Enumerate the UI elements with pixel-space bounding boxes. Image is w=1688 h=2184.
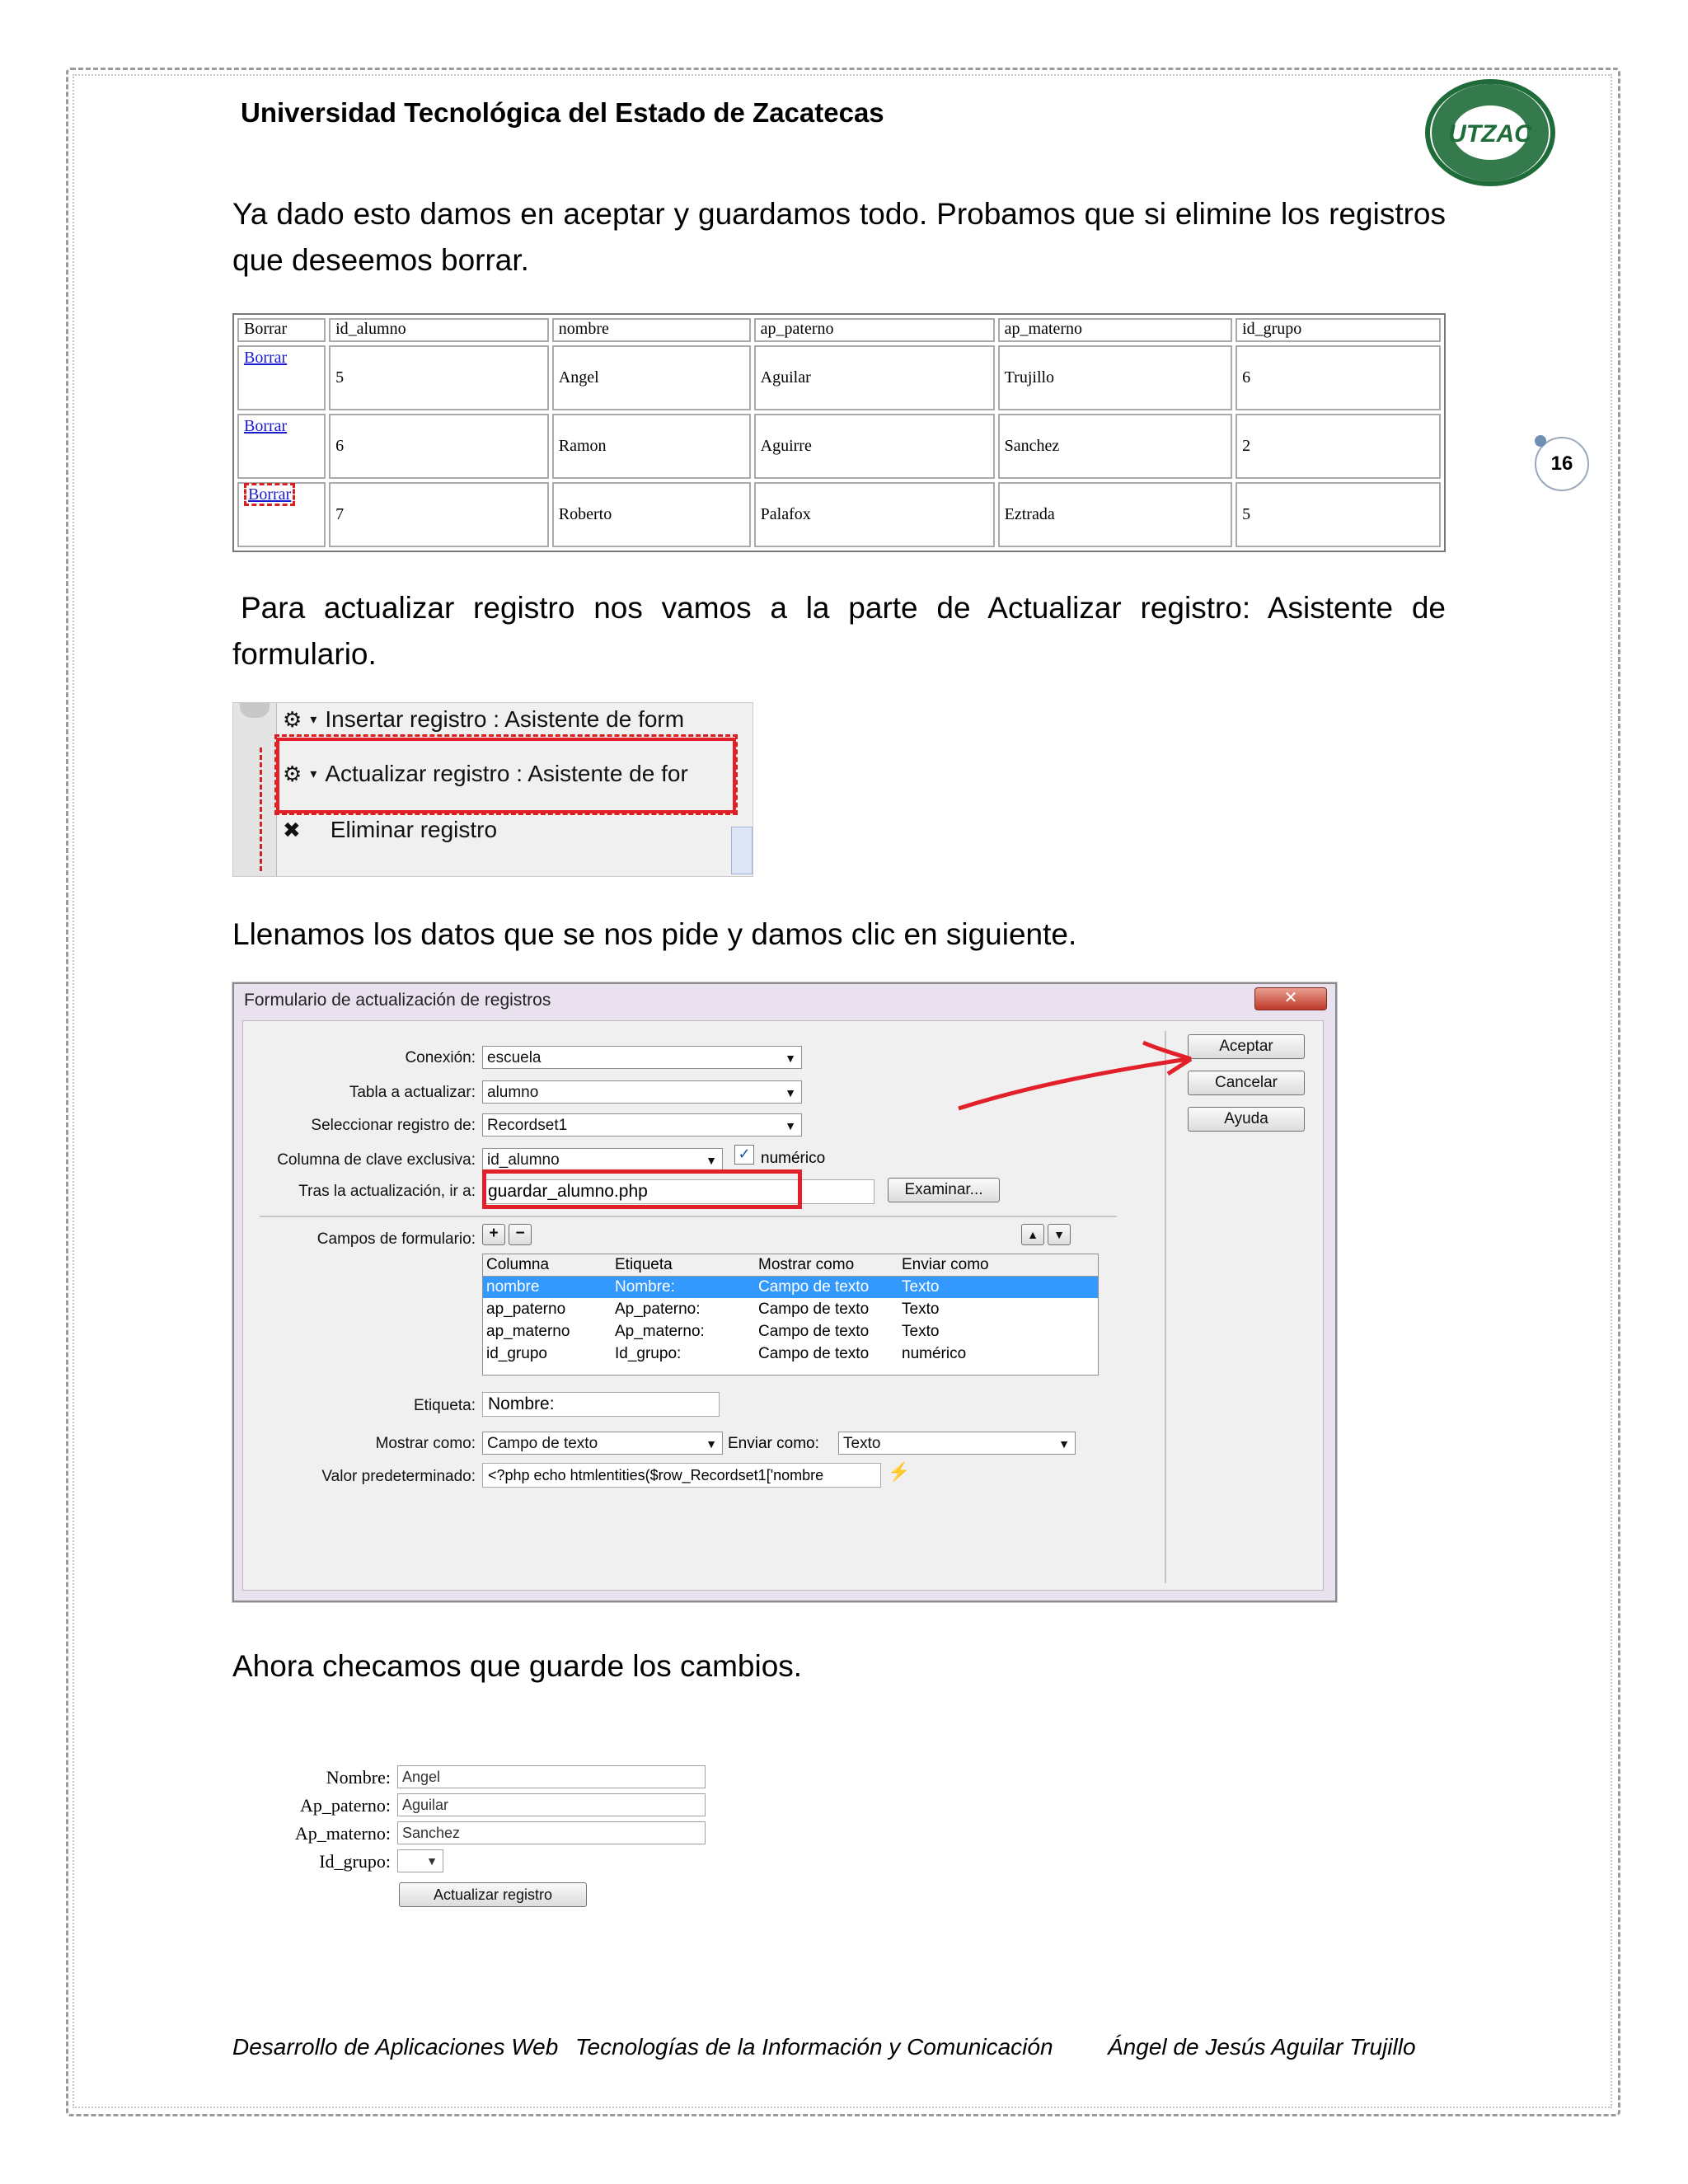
table-header-row: [237, 318, 1441, 342]
browse-button[interactable]: Examinar...: [888, 1178, 1000, 1202]
dialog-title: Formulario de actualización de registros: [244, 991, 551, 1010]
name-input[interactable]: Angel: [397, 1765, 706, 1788]
separator: [260, 1216, 1117, 1217]
delete-link[interactable]: Borrar: [237, 345, 326, 410]
table-header: ap_materno: [998, 318, 1232, 342]
table-cell: 2: [1236, 414, 1441, 479]
menu-item-label: Insertar registro : Asistente de form: [325, 706, 685, 732]
cancel-button[interactable]: Cancelar: [1188, 1071, 1305, 1095]
logo-text: UTZAC: [1448, 120, 1532, 148]
paragraph-1b: que deseemos borrar.: [232, 243, 529, 277]
red-arrow: [952, 1033, 1199, 1115]
help-button[interactable]: Ayuda: [1188, 1107, 1305, 1132]
table-row: [237, 414, 1441, 479]
guide-line: [260, 748, 262, 871]
table-cell: Palafox: [754, 482, 995, 547]
page-number: 16: [1535, 437, 1589, 491]
table-header: nombre: [552, 318, 751, 342]
grid-header: Mostrar como: [758, 1256, 855, 1273]
grid-cell: numérico: [902, 1345, 967, 1362]
table-cell: 5: [329, 345, 549, 410]
menu-item-insert[interactable]: [283, 706, 684, 733]
paragraph-3: Llenamos los datos que se nos pide y damos clic en siguiente.: [232, 917, 1077, 951]
table-cell: Eztrada: [998, 482, 1232, 547]
chevron-down-icon: ▾: [310, 713, 317, 727]
chevron-down-icon: ▼: [426, 1854, 438, 1868]
connection-select[interactable]: [482, 1046, 802, 1069]
numeric-label: numérico: [761, 1150, 826, 1167]
grid-cell: Campo de texto: [758, 1301, 870, 1318]
form-fields-grid: [482, 1254, 1099, 1376]
grid-cell: Id_grupo:: [615, 1345, 682, 1362]
table-row: [237, 345, 1441, 410]
grid-cell: nombre: [486, 1278, 540, 1296]
form-fields-label: Campos de formulario:: [316, 1230, 476, 1248]
scrollbar-thumb[interactable]: [731, 827, 753, 874]
table-header: Borrar: [237, 318, 326, 342]
table-value: alumno: [487, 1084, 539, 1101]
key-column-value: id_alumno: [487, 1151, 560, 1169]
table-cell: Trujillo: [998, 345, 1232, 410]
chevron-down-icon: ▼: [785, 1086, 796, 1099]
grid-cell: Nombre:: [615, 1278, 675, 1296]
grid-cell: Texto: [902, 1323, 940, 1340]
grid-row[interactable]: [483, 1299, 1098, 1320]
footer-right: Ángel de Jesús Aguilar Trujillo: [1108, 2034, 1416, 2060]
paragraph-2b: formulario.: [232, 637, 377, 671]
grid-header: Etiqueta: [615, 1256, 673, 1273]
form-label: Ap_materno:: [294, 1823, 391, 1844]
grid-row[interactable]: [483, 1343, 1098, 1365]
grid-row[interactable]: [483, 1321, 1098, 1343]
grid-cell: Campo de texto: [758, 1345, 870, 1362]
grid-header: Enviar como: [902, 1256, 989, 1273]
chevron-down-icon: ▼: [785, 1052, 796, 1065]
key-column-label: Columna de clave exclusiva:: [277, 1151, 476, 1169]
table-cell: 5: [1236, 482, 1441, 547]
move-down-button[interactable]: ▼: [1048, 1224, 1071, 1245]
paternal-surname-input[interactable]: Aguilar: [397, 1793, 706, 1816]
ok-button[interactable]: Aceptar: [1188, 1034, 1305, 1059]
utzac-logo: [1424, 79, 1556, 186]
recordset-value: Recordset1: [487, 1117, 568, 1134]
table-row: [237, 482, 1441, 547]
maternal-surname-input[interactable]: Sanchez: [397, 1821, 706, 1844]
submit-as-select[interactable]: [838, 1432, 1076, 1455]
records-table: [232, 313, 1446, 552]
delete-record-icon: ✖: [283, 817, 301, 842]
delete-link-selected[interactable]: Borrar: [244, 483, 295, 506]
insert-record-icon: ⚙: [283, 706, 302, 732]
grid-header-row: [483, 1254, 1098, 1277]
grid-cell: id_grupo: [486, 1345, 547, 1362]
update-records-dialog: [232, 982, 1337, 1602]
table-cell: Sanchez: [998, 414, 1232, 479]
dynamic-data-icon[interactable]: ⚡: [888, 1461, 911, 1482]
remove-field-button[interactable]: −: [509, 1224, 532, 1245]
table-cell: Roberto: [552, 482, 751, 547]
delete-link-cell: [237, 482, 326, 547]
table-label: Tabla a actualizar:: [349, 1084, 476, 1101]
page-number-dot: [1535, 435, 1546, 447]
recordset-select[interactable]: [482, 1113, 802, 1137]
display-as-label: Mostrar como:: [375, 1435, 476, 1452]
grid-cell: Texto: [902, 1301, 940, 1318]
add-field-button[interactable]: +: [482, 1224, 505, 1245]
update-form: [232, 1731, 859, 1937]
menu-gutter: [233, 703, 277, 876]
chevron-down-icon: ▼: [785, 1119, 796, 1132]
grid-cell: Texto: [902, 1278, 940, 1296]
dialog-body: [242, 1020, 1324, 1591]
red-highlight-box: [482, 1169, 802, 1209]
grid-cell: ap_paterno: [486, 1301, 566, 1318]
connection-value: escuela: [487, 1049, 542, 1066]
grid-cell: Ap_materno:: [615, 1323, 705, 1340]
table-select[interactable]: [482, 1080, 802, 1104]
header-title: Universidad Tecnológica del Estado de Zacatecas: [241, 97, 884, 128]
update-record-button[interactable]: Actualizar registro: [399, 1882, 587, 1907]
footer-left: Desarrollo de Aplicaciones Web: [232, 2034, 559, 2060]
close-button[interactable]: ✕: [1254, 987, 1327, 1010]
group-select[interactable]: [397, 1849, 443, 1872]
form-label: Nombre:: [326, 1767, 391, 1788]
table-cell: 6: [1236, 345, 1441, 410]
paragraph-1: Ya dado esto damos en aceptar y guardamos todo. Probamos que si elimine los registros: [232, 197, 1446, 231]
menu-item-delete[interactable]: [283, 817, 497, 843]
submit-as-value: Texto: [843, 1435, 881, 1452]
form-label: Ap_paterno:: [300, 1795, 391, 1816]
table-cell: 6: [329, 414, 549, 479]
default-value-input[interactable]: <?php echo htmlentities($row_Recordset1['nombre: [482, 1463, 881, 1488]
table-header: id_alumno: [329, 318, 549, 342]
display-as-select[interactable]: [482, 1432, 723, 1455]
table-cell: Aguirre: [754, 414, 995, 479]
label-label: Etiqueta:: [414, 1397, 476, 1414]
submit-as-label: Enviar como:: [728, 1435, 819, 1452]
chevron-down-icon: ▾: [310, 767, 317, 781]
update-record-icon: ⚙: [283, 761, 302, 786]
grid-header: Columna: [486, 1256, 550, 1273]
table-cell: Aguilar: [754, 345, 995, 410]
after-update-label: Tras la actualización, ir a:: [298, 1183, 476, 1200]
table-cell: Angel: [552, 345, 751, 410]
after-update-input[interactable]: guardar_alumno.php: [482, 1179, 874, 1204]
chevron-down-icon: ▼: [706, 1154, 717, 1167]
grid-cell: Campo de texto: [758, 1323, 870, 1340]
key-column-select[interactable]: [482, 1148, 723, 1171]
chevron-down-icon: ▼: [1058, 1437, 1070, 1451]
table-header: id_grupo: [1236, 318, 1441, 342]
chevron-down-icon: ▼: [706, 1437, 717, 1451]
menu-item-update[interactable]: [283, 761, 688, 787]
grid-cell: Campo de texto: [758, 1278, 870, 1296]
paragraph-2: Para actualizar registro nos vamos a la parte de Actualizar registro: Asistente de: [241, 591, 1446, 625]
form-label: Id_grupo:: [319, 1851, 391, 1872]
paragraph-4: Ahora checamos que guarde los cambios.: [232, 1649, 803, 1683]
move-up-button[interactable]: ▲: [1021, 1224, 1044, 1245]
grid-row-selected[interactable]: [483, 1277, 1098, 1298]
table-cell: Ramon: [552, 414, 751, 479]
numeric-checkbox[interactable]: ✓: [734, 1145, 754, 1165]
label-input[interactable]: Nombre:: [482, 1392, 720, 1417]
footer-center: Tecnologías de la Información y Comunicación: [575, 2034, 1053, 2060]
display-as-value: Campo de texto: [487, 1435, 598, 1452]
grid-cell: ap_materno: [486, 1323, 570, 1340]
menu-item-label: Actualizar registro : Asistente de for: [325, 761, 688, 786]
delete-link[interactable]: Borrar: [237, 414, 326, 479]
connection-label: Conexión:: [405, 1049, 476, 1066]
server-behaviors-menu: [232, 702, 753, 877]
table-cell: 7: [329, 482, 549, 547]
default-value-label: Valor predeterminado:: [321, 1468, 476, 1485]
recordset-label: Seleccionar registro de:: [311, 1117, 476, 1134]
table-header: ap_paterno: [754, 318, 995, 342]
menu-item-label: Eliminar registro: [330, 817, 498, 842]
grid-cell: Ap_paterno:: [615, 1301, 701, 1318]
